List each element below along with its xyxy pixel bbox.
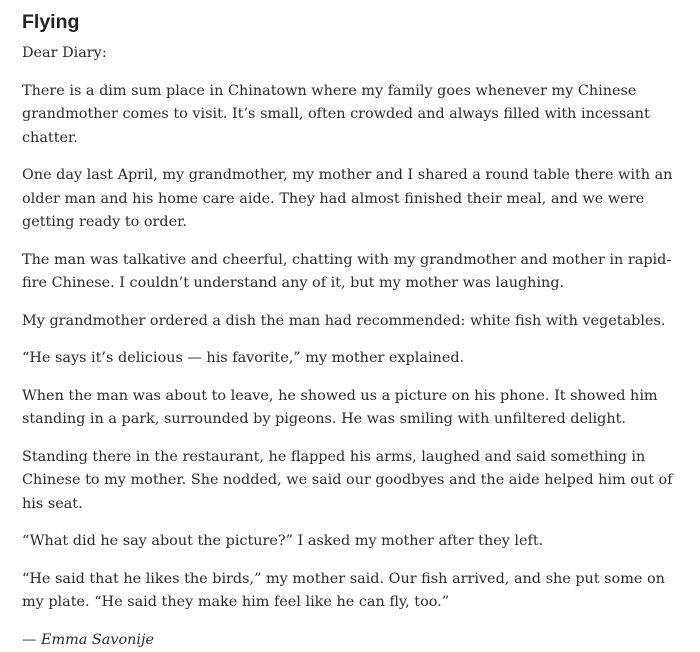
author-signature: — Emma Savonije bbox=[22, 629, 688, 652]
paragraph-6: When the man was about to leave, he showed us a picture on his phone. It showed him standing in a park, surrounded by pigeons. He was smiling with unfiltered delight. bbox=[22, 385, 688, 432]
paragraph-2: One day last April, my grandmother, my mother and I shared a round table there with an older man and his home care aide. They had almost finished their meal, and we were getting ready to order. bbox=[22, 164, 688, 235]
paragraph-1: There is a dim sum place in Chinatown where my family goes whenever my Chinese grandmother comes to visit. It’s small, often crowded and always filled with incessant chatter. bbox=[22, 80, 688, 151]
article-title: Flying bbox=[22, 8, 688, 36]
paragraph-3: The man was talkative and cheerful, chatting with my grandmother and mother in rapid-fire Chinese. I couldn’t understand any of it, but my mother was laughing. bbox=[22, 249, 688, 296]
greeting: Dear Diary: bbox=[22, 42, 688, 66]
article bbox=[22, 8, 688, 652]
paragraph-5: “He says it’s delicious — his favorite,” my mother explained. bbox=[22, 347, 688, 371]
paragraph-4: My grandmother ordered a dish the man had recommended: white fish with vegetables. bbox=[22, 310, 688, 334]
paragraph-8: “What did he say about the picture?” I asked my mother after they left. bbox=[22, 530, 688, 554]
paragraph-7: Standing there in the restaurant, he flapped his arms, laughed and said something in Chinese to my mother. She nodded, we said our goodbyes and the aide helped him out of his seat. bbox=[22, 446, 688, 517]
paragraph-9: “He said that he likes the birds,” my mother said. Our fish arrived, and she put some on my plate. “He said they make him feel like he can fly, too.” bbox=[22, 568, 688, 615]
